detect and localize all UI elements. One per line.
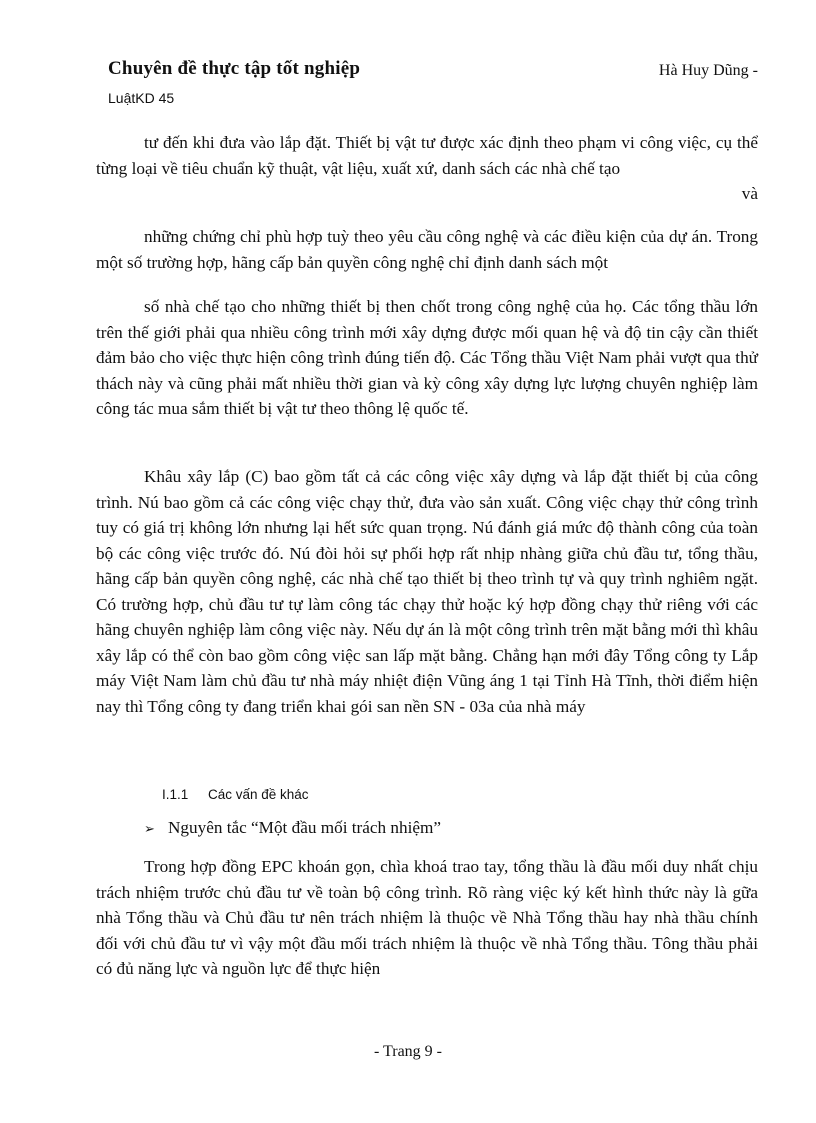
arrow-bullet-icon: ➢: [144, 822, 155, 837]
bullet-heading: [144, 818, 441, 838]
paragraph: Trong hợp đồng EPC khoán gọn, chìa khoá trao tay, tổng thầu là đầu mối duy nhất chịu trách nhiệm trước chủ đầu tư về toàn bộ công trình. Rõ ràng việc ký kết hình thức này là gữa nhà Tổng thầu và Chủ đầu tư nên trách nhiệm là thuộc về Nhà Tổng thầu hay nhà thầu chính đối với chủ đầu tư vì vậy một đầu mối trách nhiệm là thuộc về nhà Tổng thầu. Tông thầu phải có đủ năng lực và nguồn lực để thực hiện: [96, 857, 758, 978]
page-number: - Trang 9 -: [373, 1043, 442, 1060]
paragraph: những chứng chỉ phù hợp tuỳ theo yêu cầu công nghệ và các điều kiện của dự án. Trong một số trường hợp, hãng cấp bản quyền công nghệ chỉ định danh sách một: [96, 227, 758, 272]
paragraph-fragment: và: [741, 184, 758, 203]
section-heading: [162, 787, 309, 802]
section-title: Các vấn đề khác: [208, 787, 309, 802]
department-label: LuậtKD 45: [108, 90, 175, 106]
document-title: Chuyên đề thực tập tốt nghiệp: [108, 58, 361, 79]
section-number: I.1.1: [162, 787, 189, 802]
bullet-heading-text: Nguyên tắc “Một đầu mối trách nhiệm”: [168, 818, 442, 837]
paragraph: số nhà chế tạo cho những thiết bị then chốt trong công nghệ của họ. Các tổng thầu lớn trên thế giới phải qua nhiều công trình mới xây dựng được mối quan hệ và độ tin cậy cần thiết đảm bảo cho việc thực hiện công trình đúng tiến độ. Các Tổng thầu Việt Nam phải vượt qua thử thách này và cũng phải mất nhiều thời gian và kỳ công xây dựng lực lượng chuyên nghiệp làm công tác mua sắm thiết bị vật tư theo thông lệ quốc tế.: [96, 297, 758, 418]
paragraph-continuation: tư đến khi đưa vào lắp đặt. Thiết bị vật tư được xác định theo phạm vi công việc, cụ thể từng loại về tiêu chuẩn kỹ thuật, vật liệu, xuất xứ, danh sách các nhà chế tạo: [96, 133, 758, 178]
paragraph: Khâu xây lắp (C) bao gồm tất cả các công việc xây dựng và lắp đặt thiết bị của công trình. Nú bao gồm cả các công việc chạy thử, đưa vào sản xuất. Công việc chạy thử công trình tuy có giá trị không lớn nhưng lại hết sức quan trọng. Nú đánh giá mức độ thành công của toàn bộ các công việc trước đó. Nú đòi hỏi sự phối hợp rất nhịp nhàng giữa chủ đầu tư, tổng thầu, hãng cấp bản quyền công nghệ, các nhà chế tạo thiết bị theo trình tự và quy trình nghiêm ngặt. Có trường hợp, chủ đầu tư tự làm công tác chạy thử hoặc ký hợp đồng chạy thử riêng với các hãng chuyên nghiệp làm công việc này. Nếu dự án là một công trình trên mặt bằng mới thì khâu xây lắp có thể còn bao gồm công việc san lấp mặt bằng. Chẳng hạn mới đây Tổng công ty Lắp máy Việt Nam làm chủ đầu tư nhà máy nhiệt điện Vũng áng 1 tại Tỉnh Hà Tĩnh, thời điểm hiện nay thì Tổng công ty đang triển khai gói san nền SN - 03a của nhà máy: [96, 467, 758, 716]
author-name: Hà Huy Dũng -: [658, 62, 758, 79]
